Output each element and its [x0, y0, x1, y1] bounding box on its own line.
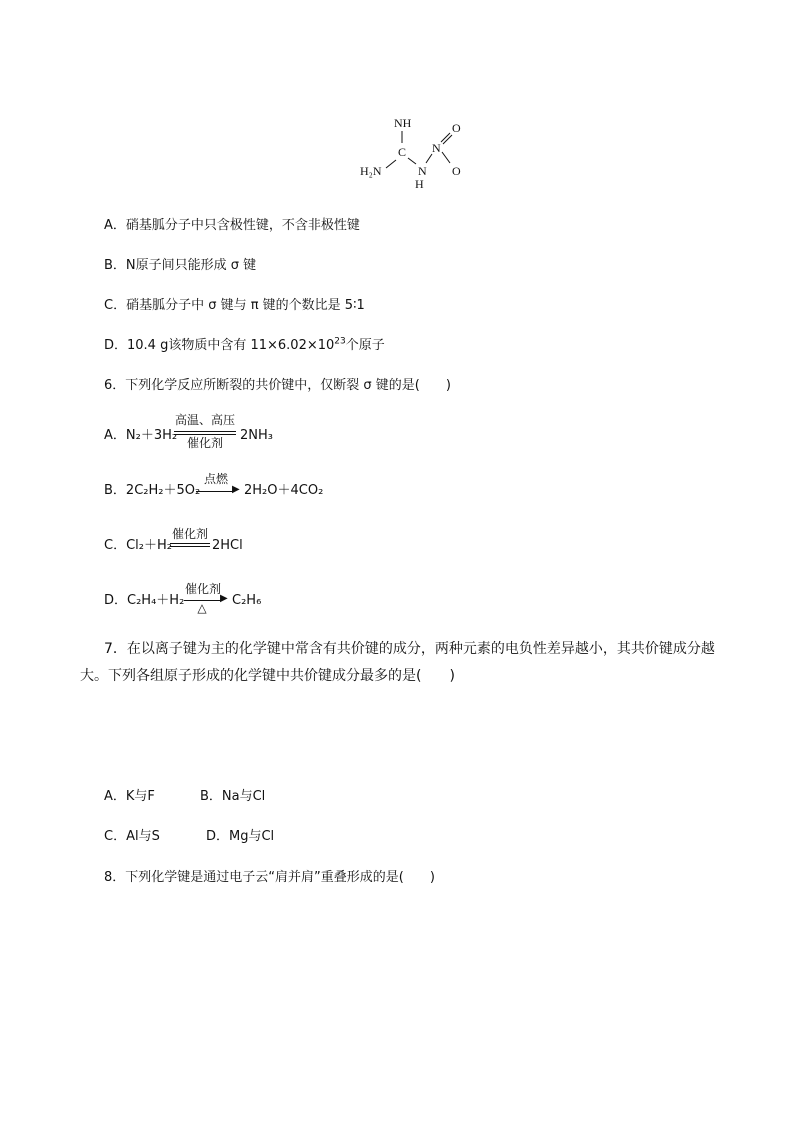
- q6-stem: 6．下列化学反应所断裂的共价键中，仅断裂 σ 键的是( ): [104, 378, 451, 393]
- q6-d-reactants: C₂H₄＋H₂: [127, 593, 185, 608]
- q7-option-c: C．Al与S: [104, 829, 160, 844]
- q6-a-label: A．: [104, 428, 126, 443]
- q8-stem: 8．下列化学键是通过电子云“肩并肩”重叠形成的是( ): [104, 870, 435, 885]
- q6-c-label: C．: [104, 538, 127, 553]
- q6-option-c: [104, 538, 172, 554]
- q6-a-reactants: N₂＋3H₂: [125, 428, 178, 443]
- q6-c-eq-line-1: [170, 543, 210, 544]
- q6-c-product: 2HCl: [212, 538, 243, 553]
- struct-label-n-nitro: N: [432, 141, 441, 155]
- q6-a-eq-line-2: [174, 434, 236, 435]
- q6-c-reactants: Cl₂＋H₂: [126, 538, 172, 553]
- q5-option-d-suffix: 个原子: [345, 338, 385, 353]
- q6-b-label: B．: [104, 483, 126, 498]
- q5-option-b: B．N原子间只能形成 σ 键: [104, 258, 257, 273]
- q5-option-c: C．硝基胍分子中 σ 键与 π 键的个数比是 5∶1: [104, 298, 365, 313]
- struct-label-o-top: O: [452, 121, 461, 135]
- q6-b-arrow-line: [196, 491, 234, 492]
- q6-b-product: 2H₂O＋4CO₂: [244, 483, 324, 498]
- q6-option-d: [104, 593, 184, 609]
- nitroguanidine-structure: [340, 110, 480, 195]
- q7-option-d: D．Mg与Cl: [206, 829, 275, 844]
- q6-option-b: [104, 483, 200, 499]
- q6-b-arrow-head-icon: ▶: [232, 484, 240, 495]
- q7-option-a: A．K与F: [104, 789, 155, 804]
- q7-stem-line-2: 大。下列各组原子形成的化学键中共价键成分最多的是( ): [80, 668, 455, 684]
- struct-label-h2n: H₂N: [360, 164, 382, 178]
- q6-a-product: 2NH₃: [240, 428, 273, 443]
- q6-c-eq-line-2: [170, 546, 210, 547]
- q6-a-cond-top: 高温、高压: [174, 413, 235, 427]
- struct-label-c: C: [398, 145, 407, 159]
- q6-d-cond-bottom: △: [197, 601, 207, 615]
- q5-option-d: [104, 338, 385, 354]
- q6-d-cond-top: 催化剂: [184, 582, 221, 596]
- struct-label-n-amine: N: [418, 164, 427, 178]
- struct-label-nh: NH: [394, 116, 412, 130]
- q5-option-d-exp: 23: [334, 336, 346, 347]
- q6-a-cond-bottom: 催化剂: [186, 436, 223, 450]
- q6-c-cond-top: 催化剂: [171, 527, 208, 541]
- q5-option-d-prefix: D．10.4 g该物质中含有 11×6.02×10: [104, 338, 335, 353]
- q7-stem-line-1: 7．在以离子键为主的化学键中常含有共价键的成分，两种元素的电负性差异越小，其共价键成分越: [104, 641, 715, 657]
- q6-option-a: [104, 428, 177, 444]
- q6-a-eq-line-1: [174, 431, 236, 432]
- q6-b-cond-top: 点燃: [203, 472, 228, 486]
- q7-option-b: B．Na与Cl: [200, 789, 266, 804]
- q6-d-label: D．: [104, 593, 128, 608]
- struct-label-o-bottom: O: [452, 164, 461, 178]
- q5-option-a: A．硝基胍分子中只含极性键，不含非极性键: [104, 218, 360, 233]
- q6-d-arrow-head-icon: ▶: [220, 593, 228, 604]
- q6-d-product: C₂H₆: [232, 593, 262, 608]
- q6-b-reactants: 2C₂H₂＋5O₂: [125, 483, 201, 498]
- struct-label-h: H: [415, 177, 424, 191]
